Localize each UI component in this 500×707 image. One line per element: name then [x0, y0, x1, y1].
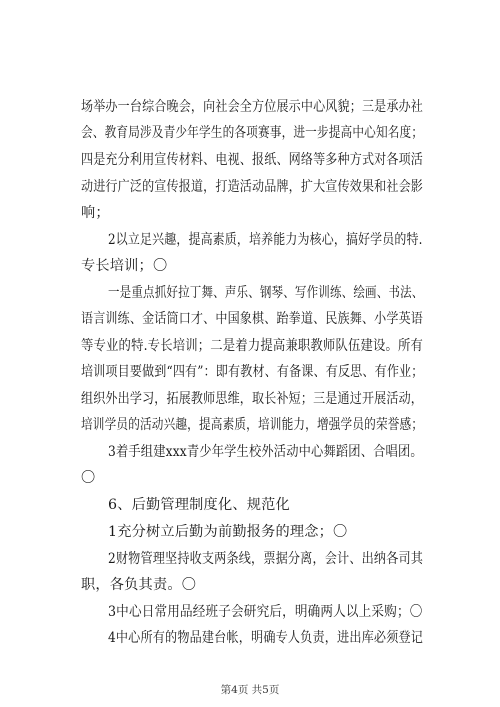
text-line-2: 会、教育局涉及青少年学生的各项赛事，进一步提高中心知名度； — [81, 125, 424, 141]
text-line-14: 3着手组建xxx青少年学生校外活动中心舞蹈团、合唱团。 — [108, 444, 423, 460]
text-line-18: 2财物管理坚持收支两条线，票据分离，会计、出纳各司其 — [108, 551, 424, 567]
text-line-3: 四是充分利用宣传材料、电视、报纸、网络等多种方式对各项活 — [81, 152, 424, 168]
text-line-11: 培训项目要做到“四有”：即有教材、有备课、有反思、有作业； — [81, 364, 424, 380]
text-line-12: 组织外出学习，拓展教师思维，取长补短；三是通过开展活动， — [81, 391, 424, 407]
text-line-21: 4中心所有的物品建台帐，明确专人负责，进出库必须登记 — [108, 630, 424, 646]
text-line-17: 1充分树立后勤为前勤报务的理念；〇 — [108, 524, 348, 540]
section-heading: 6、后勤管理制度化、规范化 — [108, 497, 290, 513]
text-line-1: 场举办一台综合晚会，向社会全方位展示中心风貌；三是承办社 — [81, 99, 424, 115]
text-line-13: 培训学员的活动兴趣，提高素质，培训能力，增强学员的荣誉感； — [81, 417, 424, 433]
text-line-19: 职，各负其责。〇 — [81, 577, 197, 593]
text-line-4: 动进行广泛的宣传报道，打造活动品牌，扩大宣传效果和社会影 — [81, 179, 424, 195]
text-line-8: 一是重点抓好拉丁舞、声乐、钢琴、写作训练、绘画、书法、 — [108, 285, 424, 301]
text-line-10: 等专业的特.专长培训；二是着力提高兼职教师队伍建设。所有 — [81, 338, 424, 354]
text-line-9: 语言训练、金话筒口才、中国象棋、跆拳道、民族舞、小学英语 — [81, 311, 424, 327]
page-footer: 第4页 共5页 — [220, 684, 280, 696]
text-line-7: 专长培训；〇 — [81, 258, 168, 274]
text-line-15: 〇 — [81, 470, 96, 486]
text-line-20: 3中心日常用品经班子会研究后，明确两人以上采购；〇 — [108, 604, 423, 620]
text-line-5: 响； — [81, 205, 110, 221]
text-line-6: 2以立足兴趣，提高素质，培养能力为核心，搞好学员的特. — [108, 232, 423, 248]
